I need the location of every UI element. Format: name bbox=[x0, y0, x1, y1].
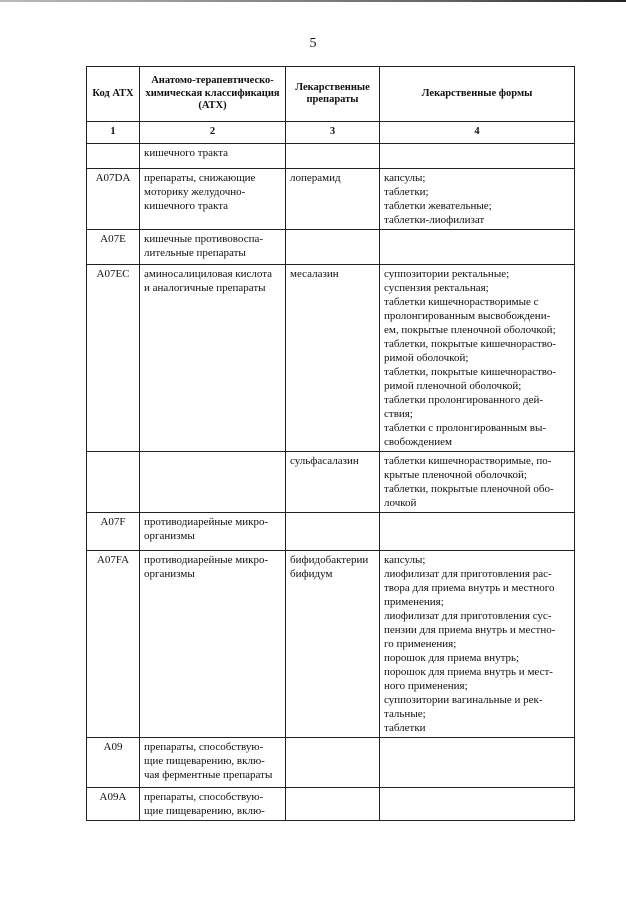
atx-code-cell bbox=[87, 452, 140, 513]
cell-line: таблетки, покрытые кишечнораство- bbox=[384, 366, 557, 378]
cell-line: применения; bbox=[384, 596, 444, 608]
top-edge-line bbox=[0, 0, 626, 2]
header-dosage-forms: Лекарственные формы bbox=[380, 67, 575, 122]
column-number: 1 bbox=[87, 122, 140, 144]
cell-line: таблетки, покрытые кишечнораство- bbox=[384, 338, 557, 350]
table-row bbox=[87, 513, 575, 551]
cell-line: лиофилизат для приготовления рас- bbox=[384, 568, 552, 580]
header-atx-code: Код АТХ bbox=[87, 67, 140, 122]
drug-cell bbox=[286, 452, 380, 513]
cell-line: таблетки с пролонгированным вы- bbox=[384, 422, 547, 434]
drug-cell bbox=[286, 144, 380, 169]
table-row bbox=[87, 452, 575, 513]
cell-line: сульфасалазин bbox=[290, 455, 359, 467]
column-number-row bbox=[87, 122, 575, 144]
cell-line: ем, покрытые пленочной оболочкой; bbox=[384, 324, 556, 336]
table-row bbox=[87, 265, 575, 452]
header-line: Анатомо-терапевтическо- bbox=[151, 75, 274, 87]
forms-cell bbox=[380, 169, 575, 230]
classification-cell bbox=[140, 230, 286, 265]
forms-cell bbox=[380, 788, 575, 821]
forms-cell bbox=[380, 144, 575, 169]
cell-line: твора для приема внутрь и местного bbox=[384, 582, 555, 594]
cell-line: щие пищеварению, вклю- bbox=[144, 805, 265, 817]
cell-line: суппозитории вагинальные и рек- bbox=[384, 694, 543, 706]
cell-line: таблетки кишечнорастворимые с bbox=[384, 296, 539, 308]
cell-line: тальные; bbox=[384, 708, 426, 720]
table-row bbox=[87, 551, 575, 738]
table-row bbox=[87, 230, 575, 265]
column-number: 3 bbox=[286, 122, 380, 144]
table-row bbox=[87, 144, 575, 169]
header-line: (АТХ) bbox=[198, 100, 227, 112]
cell-line: организмы bbox=[144, 530, 195, 542]
cell-line: таблетки bbox=[384, 722, 426, 734]
cell-line: таблетки; bbox=[384, 186, 429, 198]
drug-cell bbox=[286, 788, 380, 821]
table-row bbox=[87, 169, 575, 230]
forms-cell bbox=[380, 265, 575, 452]
cell-line: суппозитории ректальные; bbox=[384, 268, 510, 280]
cell-line: капсулы; bbox=[384, 172, 426, 184]
atx-code-cell bbox=[87, 144, 140, 169]
header-row bbox=[87, 67, 575, 122]
atx-code-cell: A07DA bbox=[87, 169, 140, 230]
cell-line: таблетки жевательные; bbox=[384, 200, 492, 212]
cell-line: таблетки, покрытые пленочной обо- bbox=[384, 483, 554, 495]
cell-line: организмы bbox=[144, 568, 195, 580]
cell-line: римой пленочной оболочкой; bbox=[384, 380, 522, 392]
forms-cell bbox=[380, 230, 575, 265]
classification-cell bbox=[140, 169, 286, 230]
atx-table bbox=[86, 66, 575, 821]
cell-line: противодиарейные микро- bbox=[144, 516, 269, 528]
cell-line: бифидум bbox=[290, 568, 333, 580]
cell-line: кишечного тракта bbox=[144, 200, 229, 212]
classification-cell bbox=[140, 513, 286, 551]
cell-line: таблетки кишечнорастворимые, по- bbox=[384, 455, 552, 467]
classification-cell bbox=[140, 144, 286, 169]
header-line: Лекарственные bbox=[295, 81, 370, 93]
cell-line: суспензия ректальная; bbox=[384, 282, 489, 294]
classification-cell bbox=[140, 788, 286, 821]
column-number: 4 bbox=[380, 122, 575, 144]
cell-line: пролонгированным высвобождени- bbox=[384, 310, 551, 322]
cell-line: таблетки-лиофилизат bbox=[384, 214, 485, 226]
cell-line: и аналогичные препараты bbox=[144, 282, 266, 294]
drug-cell bbox=[286, 551, 380, 738]
cell-line: ствия; bbox=[384, 408, 413, 420]
classification-cell bbox=[140, 738, 286, 788]
cell-line: бифидобактерии bbox=[290, 554, 369, 566]
cell-line: лочкой bbox=[384, 497, 417, 509]
cell-line: таблетки пролонгированного дей- bbox=[384, 394, 544, 406]
cell-line: препараты, способствую- bbox=[144, 741, 264, 753]
cell-line: ного применения; bbox=[384, 680, 468, 692]
atx-code-cell: A07F bbox=[87, 513, 140, 551]
classification-cell bbox=[140, 452, 286, 513]
forms-cell bbox=[380, 551, 575, 738]
cell-line: кишечные противовоспа- bbox=[144, 233, 264, 245]
header-atx-classification bbox=[140, 67, 286, 122]
column-number: 2 bbox=[140, 122, 286, 144]
cell-line: лительные препараты bbox=[144, 247, 246, 259]
cell-line: препараты, способствую- bbox=[144, 791, 264, 803]
cell-line: порошок для приема внутрь и мест- bbox=[384, 666, 553, 678]
cell-line: чая ферментные препараты bbox=[144, 769, 273, 781]
drug-cell bbox=[286, 513, 380, 551]
cell-line: аминосалициловая кислота bbox=[144, 268, 273, 280]
atx-code-cell: A07EC bbox=[87, 265, 140, 452]
cell-line: месалазин bbox=[290, 268, 339, 280]
table-row bbox=[87, 738, 575, 788]
drug-cell bbox=[286, 738, 380, 788]
cell-line: пензии для приема внутрь и местно- bbox=[384, 624, 556, 636]
forms-cell bbox=[380, 452, 575, 513]
drug-cell bbox=[286, 265, 380, 452]
drug-cell bbox=[286, 230, 380, 265]
header-drugs bbox=[286, 67, 380, 122]
cell-line: моторику желудочно- bbox=[144, 186, 246, 198]
header-line: химическая классификация bbox=[145, 87, 280, 99]
cell-line: лоперамид bbox=[290, 172, 341, 184]
forms-cell bbox=[380, 738, 575, 788]
cell-line: крытые пленочной оболочкой; bbox=[384, 469, 527, 481]
atx-code-cell: A09 bbox=[87, 738, 140, 788]
drug-cell bbox=[286, 169, 380, 230]
cell-line: противодиарейные микро- bbox=[144, 554, 269, 566]
cell-line: римой оболочкой; bbox=[384, 352, 469, 364]
cell-line: порошок для приема внутрь; bbox=[384, 652, 520, 664]
header-line: препараты bbox=[306, 94, 359, 105]
cell-line: капсулы; bbox=[384, 554, 426, 566]
classification-cell bbox=[140, 551, 286, 738]
classification-cell bbox=[140, 265, 286, 452]
cell-line: щие пищеварению, вклю- bbox=[144, 755, 265, 767]
cell-line: кишечного тракта bbox=[144, 147, 229, 159]
atx-code-cell: A07E bbox=[87, 230, 140, 265]
atx-code-cell: A07FA bbox=[87, 551, 140, 738]
cell-line: лиофилизат для приготовления сус- bbox=[384, 610, 552, 622]
page-number: 5 bbox=[309, 36, 317, 51]
forms-cell bbox=[380, 513, 575, 551]
cell-line: свобождением bbox=[384, 436, 453, 448]
cell-line: препараты, снижающие bbox=[144, 172, 256, 184]
atx-code-cell: A09A bbox=[87, 788, 140, 821]
cell-line: го применения; bbox=[384, 638, 457, 650]
table-row bbox=[87, 788, 575, 821]
